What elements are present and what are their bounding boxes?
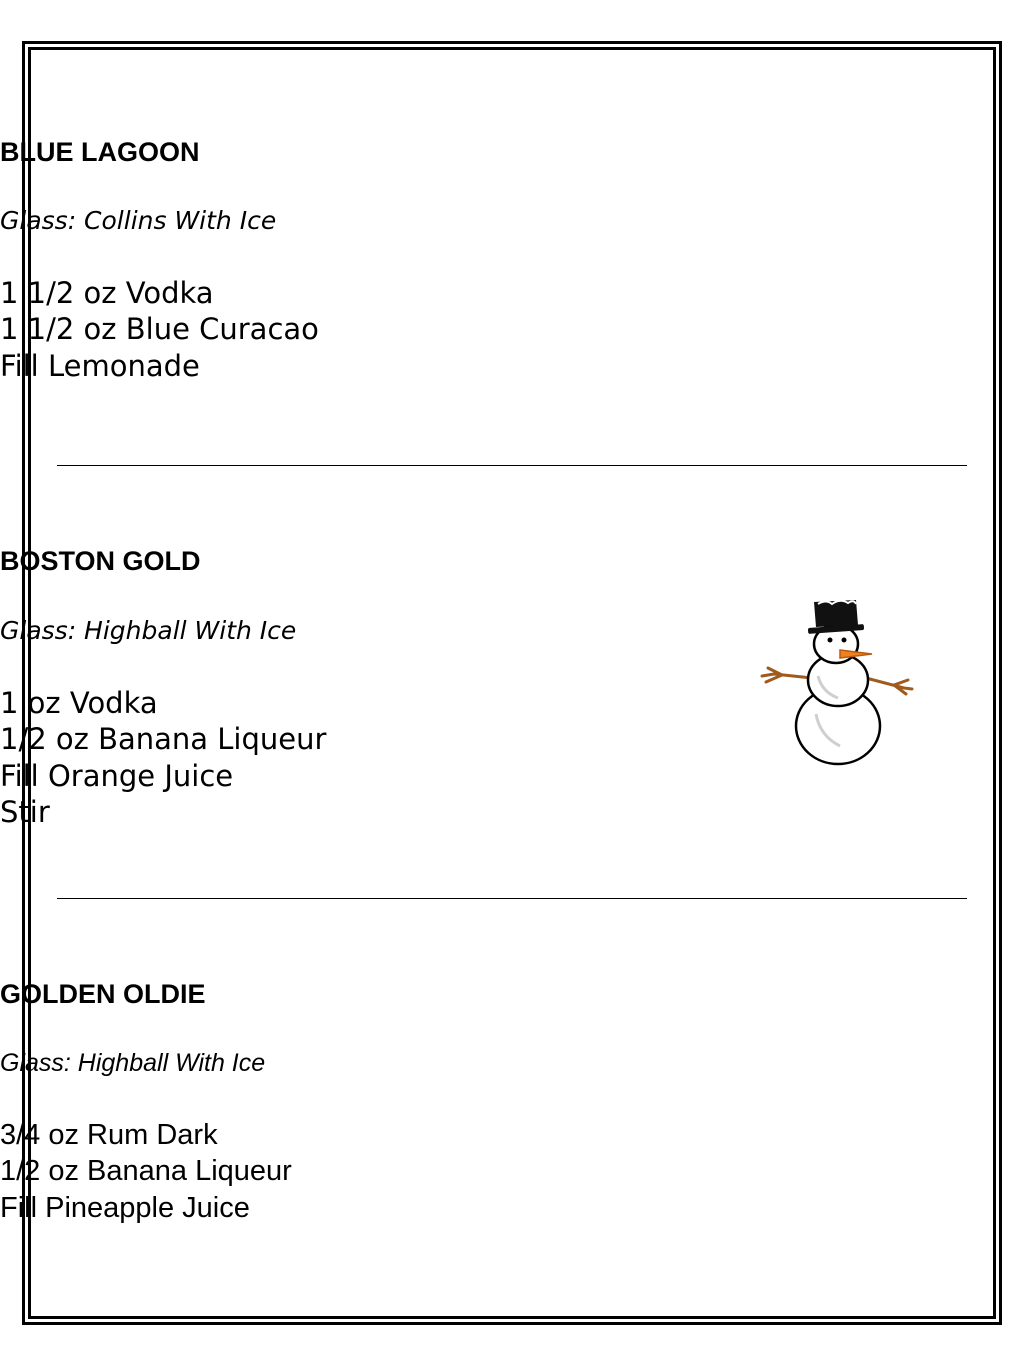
ingredient-item: 1 oz Vodka (0, 686, 158, 720)
recipe-glass: Glass: Highball With Ice (0, 1049, 266, 1077)
ingredient-item: Stir (0, 794, 50, 829)
ingredient-list (0, 1117, 1024, 1226)
snowman-eye (828, 638, 833, 643)
snowman-eye (842, 638, 847, 643)
ingredient-item: 1/2 oz Banana Liqueur (0, 1155, 292, 1188)
ingredient-item: Fill Lemonade (0, 348, 200, 383)
ingredient-item: 1/2 oz Banana Liqueur (0, 722, 327, 757)
ingredient-item: Fill Orange Juice (0, 758, 234, 793)
section-divider (57, 898, 967, 899)
ingredient-item: 1 1/2 oz Vodka (0, 276, 214, 310)
snowman-icon (760, 596, 916, 768)
recipe-title: BOSTON GOLD (0, 546, 201, 576)
ingredient-item: 3/4 oz Rum Dark (0, 1119, 218, 1151)
recipe-glass: Glass: Collins With Ice (0, 206, 277, 235)
snowman-hat-crown (814, 600, 858, 627)
ingredient-item: Fill Pineapple Juice (0, 1191, 250, 1224)
ingredient-item: 1 1/2 oz Blue Curacao (0, 312, 319, 347)
section-divider (57, 465, 967, 466)
recipe-title: GOLDEN OLDIE (0, 979, 206, 1009)
snowman-arm-right (866, 678, 912, 694)
snowman-arm-left (762, 668, 812, 682)
ingredient-list (0, 275, 1024, 384)
recipe-title: BLUE LAGOON (0, 137, 200, 167)
recipe-glass: Glass: Highball With Ice (0, 616, 297, 645)
